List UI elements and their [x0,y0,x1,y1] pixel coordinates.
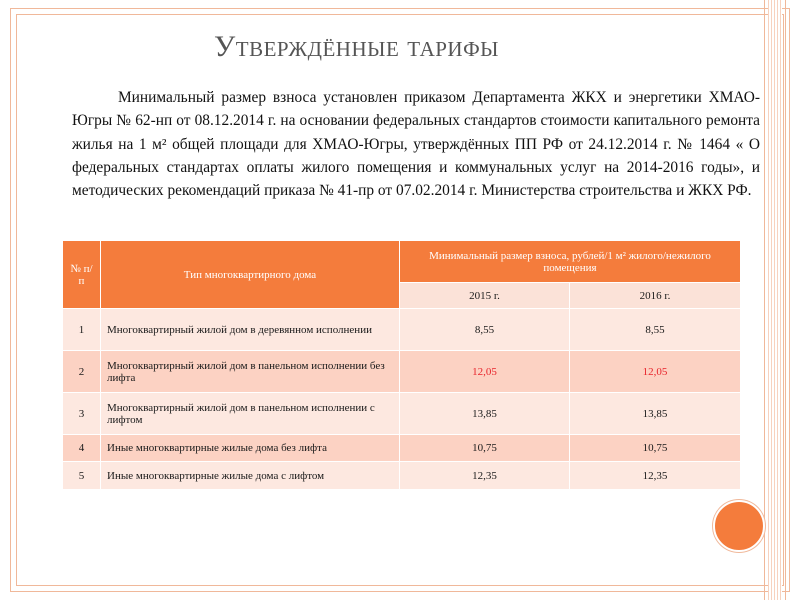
intro-paragraph: Минимальный размер взноса установлен приказом Департамента ЖКХ и энергетики ХМАО-Югры № 62-нп от 08.12.2014 г. на основании федеральных стандартов стоимости капитального ремонта жилья на 1 м² общей площади для ХМАО-Югры, утверждённых ПП РФ от 24.12.2014 г. № 1464 « О федеральных стандартах оплаты жилого помещения и коммунальных услуг на 2014-2016 годы», и методических рекомендаций приказа № 41-пр от 07.02.2014 г. Министерства строительства и ЖКХ РФ. [72,89,760,200]
table-row [63,435,741,462]
header-num: № п/п [63,241,101,309]
slide-title: Утверждённые тарифы [214,30,499,63]
header-year-2015: 2015 г. [400,283,570,309]
row-value-2015: 12,05 [400,351,570,393]
table-row [63,393,741,435]
row-type: Иные многоквартирные жилые дома с лифтом [101,462,400,490]
row-value-2016: 10,75 [570,435,741,462]
row-num: 2 [63,351,101,393]
table-row [63,309,741,351]
row-type: Многоквартирный жилой дом в деревянном исполнении [101,309,400,351]
header-type: Тип многоквартирного дома [101,241,400,309]
header-payment: Минимальный размер взноса, рублей/1 м² жилого/нежилого помещения [400,241,741,283]
row-value-2015: 13,85 [400,393,570,435]
tariffs-table [62,240,741,490]
header-year-2016: 2016 г. [570,283,741,309]
row-type: Многоквартирный жилой дом в панельном исполнении с лифтом [101,393,400,435]
row-num: 4 [63,435,101,462]
row-value-2015: 8,55 [400,309,570,351]
row-value-2016: 12,35 [570,462,741,490]
row-num: 3 [63,393,101,435]
row-type: Иные многоквартирные жилые дома без лифта [101,435,400,462]
row-value-2015: 10,75 [400,435,570,462]
row-type: Многоквартирный жилой дом в панельном исполнении без лифта [101,351,400,393]
row-value-2015: 12,35 [400,462,570,490]
row-value-2016: 13,85 [570,393,741,435]
row-value-2016: 12,05 [570,351,741,393]
table-row [63,462,741,490]
row-num: 1 [63,309,101,351]
table-row [63,351,741,393]
side-decoration-band [768,0,782,600]
row-value-2016: 8,55 [570,309,741,351]
accent-circle [713,500,765,552]
row-num: 5 [63,462,101,490]
